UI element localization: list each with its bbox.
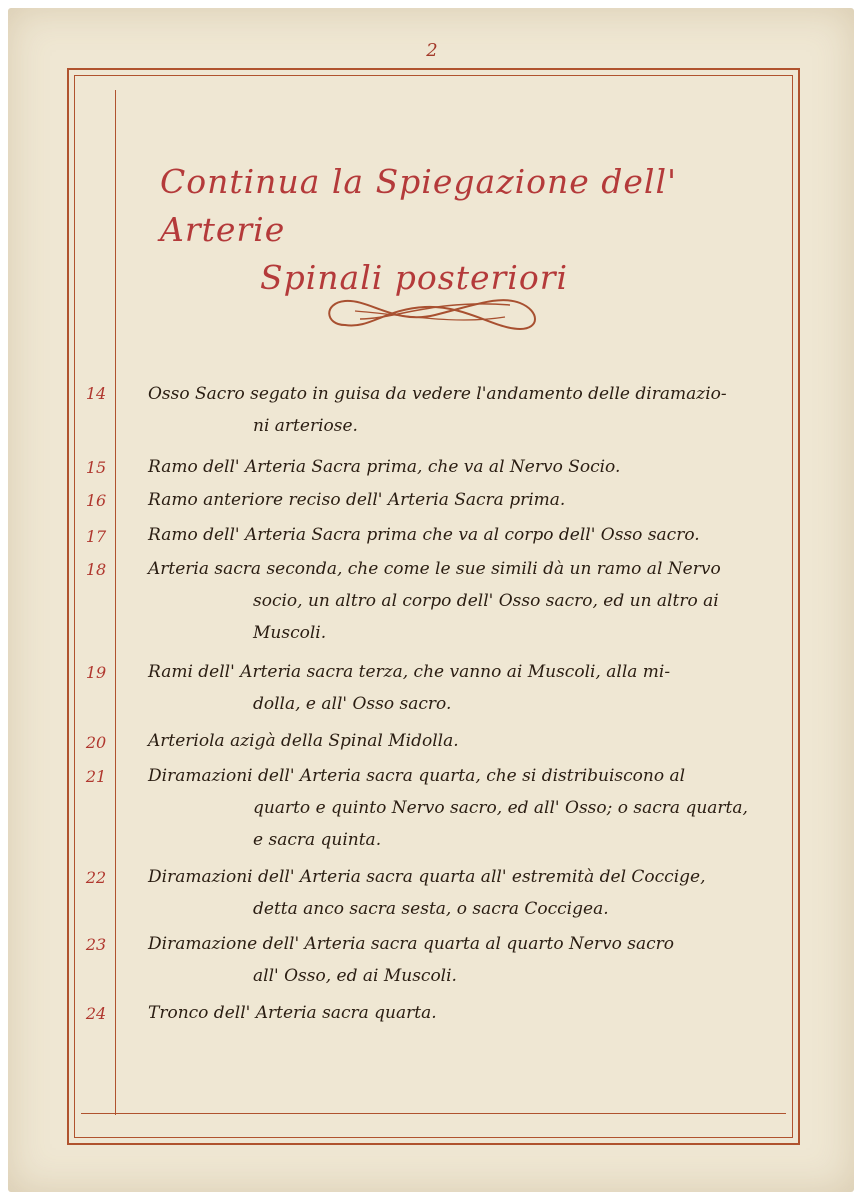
entry-text (148, 484, 788, 516)
entry-text (148, 553, 788, 649)
entry-text (148, 928, 788, 992)
page-title (160, 158, 780, 302)
entry-text (148, 451, 788, 483)
entry-line: Osso Sacro segato in guisa da vedere l'andamento delle diramazio- (148, 384, 727, 404)
title-line-2: Spinali posteriori (260, 258, 569, 297)
entry-number: 19 (85, 663, 107, 682)
entry-number: 14 (85, 384, 107, 403)
entry-text (148, 861, 788, 925)
entry-number: 23 (85, 935, 107, 954)
entry-text (148, 519, 788, 551)
entry-line: socio, un altro al corpo dell' Osso sacro, ed un altro ai (253, 591, 719, 611)
entry-line: Muscoli. (253, 623, 327, 643)
entry-text (148, 378, 788, 442)
entry-number: 18 (85, 560, 107, 579)
entry-line: ni arteriose. (253, 416, 358, 436)
entry-line: e sacra quinta. (253, 830, 382, 850)
entry-line: all' Osso, ed ai Muscoli. (253, 966, 457, 986)
entry-line: Ramo anteriore reciso dell' Arteria Sacra prima. (148, 490, 566, 510)
entry-number: 21 (85, 767, 107, 786)
entry-number: 22 (85, 868, 107, 887)
title-line-1: Continua la Spiegazione dell' Arterie (160, 162, 678, 249)
entry-number: 24 (85, 1004, 107, 1023)
entry-number: 17 (85, 527, 107, 546)
entry-line: Arteria sacra seconda, che come le sue simili dà un ramo al Nervo (148, 559, 721, 579)
margin-rule (115, 90, 116, 1115)
entry-line: Tronco dell' Arteria sacra quarta. (148, 1003, 437, 1023)
entry-line: Diramazioni dell' Arteria sacra quarta all' estremità del Coccige, (148, 867, 706, 887)
calligraphic-flourish (315, 285, 550, 345)
entry-line: Ramo dell' Arteria Sacra prima, che va al Nervo Socio. (148, 457, 621, 477)
entry-line: quarto e quinto Nervo sacro, ed all' Osso; o sacra quarta, (253, 798, 748, 818)
entry-line: Arteriola azigà della Spinal Midolla. (148, 731, 459, 751)
entry-line: Diramazioni dell' Arteria sacra quarta, che si distribuiscono al (148, 766, 686, 786)
bottom-rule (81, 1113, 786, 1114)
entry-line: Rami dell' Arteria sacra terza, che vanno ai Muscoli, alla mi- (148, 662, 671, 682)
entry-text (148, 997, 788, 1029)
entry-text (148, 760, 788, 856)
entry-number: 15 (85, 458, 107, 477)
entry-number: 16 (85, 491, 107, 510)
page-number: 2 (426, 40, 438, 61)
entry-text (148, 656, 788, 720)
entry-line: Diramazione dell' Arteria sacra quarta al quarto Nervo sacro (148, 934, 675, 954)
entry-line: dolla, e all' Osso sacro. (253, 694, 452, 714)
entry-number: 20 (85, 733, 107, 752)
entry-text (148, 725, 788, 757)
entry-line: detta anco sacra sesta, o sacra Coccigea. (253, 899, 609, 919)
entry-line: Ramo dell' Arteria Sacra prima che va al corpo dell' Osso sacro. (148, 525, 700, 545)
